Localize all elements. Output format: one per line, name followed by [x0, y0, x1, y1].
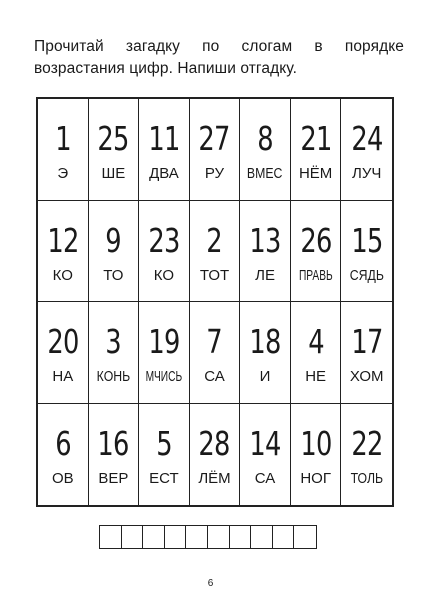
cell-number: 13: [249, 220, 281, 260]
answer-letter-box[interactable]: [294, 526, 316, 548]
cell-syllable: КОНЬ: [96, 368, 131, 385]
grid-cell: [190, 404, 241, 506]
cell-syllable: ДВА: [149, 165, 179, 182]
cell-syllable: НЕ: [305, 368, 327, 385]
cell-syllable: ВМЕС: [247, 165, 283, 182]
grid-cell: [139, 99, 190, 201]
grid-cell: [190, 302, 241, 404]
cell-number: 7: [206, 322, 223, 361]
grid-cell: [341, 99, 392, 201]
grid-cell: [240, 404, 291, 506]
grid-cell: [341, 404, 392, 506]
cell-number: 15: [351, 220, 383, 260]
grid-cell: [38, 99, 89, 201]
cell-syllable: ЕСТ: [149, 469, 179, 487]
grid-cell: [38, 302, 89, 404]
cell-number: 10: [300, 423, 332, 463]
cell-number: 2: [206, 220, 223, 260]
cell-number: 20: [47, 322, 79, 361]
cell-number: 26: [300, 220, 332, 260]
cell-number: 5: [156, 423, 172, 463]
cell-syllable: ПРАВЬ: [298, 266, 333, 284]
grid-cell: [291, 201, 342, 303]
cell-number: 23: [148, 220, 180, 260]
cell-number: 3: [105, 322, 122, 361]
grid-cell: [139, 302, 190, 404]
answer-letter-box[interactable]: [186, 526, 208, 548]
cell-number: 9: [105, 220, 122, 260]
cell-number: 24: [351, 119, 383, 158]
grid-cell: [190, 99, 241, 201]
cell-syllable: ЛЁМ: [198, 469, 231, 487]
instruction-text: Прочитай загадку по слогам в порядке возрастания цифр. Напиши отгадку.: [34, 38, 404, 77]
grid-cell: [38, 201, 89, 303]
cell-number: 1: [54, 119, 71, 158]
grid-cell: [89, 201, 140, 303]
grid-cell: [240, 201, 291, 303]
cell-syllable: МЧИСЬ: [145, 368, 183, 385]
cell-number: 12: [47, 220, 79, 260]
grid-cell: [341, 302, 392, 404]
grid-cell: [38, 404, 89, 506]
cell-number: 4: [307, 322, 324, 361]
cell-syllable: Э: [57, 165, 69, 182]
cell-number: 28: [198, 423, 231, 463]
cell-syllable: ХОМ: [349, 368, 384, 385]
grid-cell: [291, 404, 342, 506]
grid-cell: [341, 201, 392, 303]
syllable-grid: [36, 97, 394, 507]
answer-letter-box[interactable]: [122, 526, 144, 548]
page-number: 6: [207, 578, 214, 589]
cell-number: 8: [257, 119, 273, 158]
cell-number: 18: [249, 322, 281, 361]
cell-syllable: ТОТ: [199, 266, 230, 284]
answer-letter-box[interactable]: [100, 526, 122, 548]
cell-number: 6: [54, 423, 71, 463]
grid-cell: [240, 99, 291, 201]
cell-syllable: КО: [52, 266, 73, 284]
answer-boxes: [99, 525, 317, 549]
cell-syllable: НА: [52, 368, 74, 385]
cell-syllable: И: [259, 368, 271, 385]
cell-syllable: ЛЕ: [255, 266, 275, 284]
answer-letter-box[interactable]: [165, 526, 187, 548]
answer-letter-box[interactable]: [230, 526, 252, 548]
answer-letter-box[interactable]: [251, 526, 273, 548]
grid-cell: [89, 302, 140, 404]
cell-syllable: ТО: [103, 266, 124, 284]
cell-number: 14: [249, 423, 281, 463]
grid-cell: [291, 99, 342, 201]
cell-syllable: СА: [204, 368, 225, 385]
cell-number: 27: [198, 119, 231, 158]
cell-number: 17: [351, 322, 383, 361]
answer-letter-box[interactable]: [208, 526, 230, 548]
cell-syllable: СЯДЬ: [349, 266, 384, 284]
answer-letter-box[interactable]: [143, 526, 165, 548]
cell-syllable: КО: [153, 266, 175, 284]
grid-cell: [89, 404, 140, 506]
cell-syllable: НОГ: [300, 469, 331, 487]
grid-cell: [139, 201, 190, 303]
grid-cell: [240, 302, 291, 404]
cell-syllable: ЛУЧ: [352, 165, 382, 182]
grid-cell: [190, 201, 241, 303]
cell-number: 11: [148, 119, 180, 158]
cell-syllable: СА: [254, 469, 276, 487]
answer-letter-box[interactable]: [273, 526, 295, 548]
cell-syllable: НЁМ: [298, 165, 333, 182]
cell-number: 16: [97, 423, 129, 463]
cell-number: 19: [148, 322, 180, 361]
cell-syllable: ТОЛЬ: [350, 469, 383, 487]
cell-number: 21: [300, 119, 332, 158]
cell-syllable: ВЕР: [98, 469, 129, 487]
cell-number: 25: [97, 119, 129, 158]
grid-cell: [291, 302, 342, 404]
cell-syllable: ШЕ: [101, 165, 126, 182]
grid-cell: [89, 99, 140, 201]
cell-syllable: ОВ: [51, 469, 74, 487]
grid-cell: [139, 404, 190, 506]
cell-syllable: РУ: [204, 165, 225, 182]
cell-number: 22: [351, 423, 383, 463]
